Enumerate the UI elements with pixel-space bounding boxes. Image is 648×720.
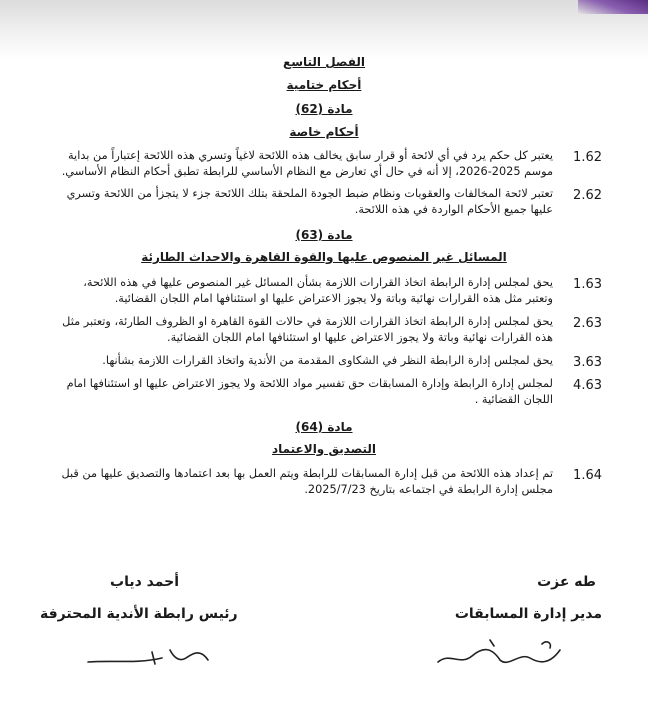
clause-text: يعتبر كل حكم يرد في أي لائحة أو قرار سابق يخالف هذه اللائحة لاغياً وتسري هذه اللائحة إعتباراً من بداية موسم 2025-2026، إلا أنه في حال أي تعارض مع النظام الأساسي للرابطة تطبق أحكام النظام الأساسي. xyxy=(61,149,553,178)
clause-number: 2.62 xyxy=(573,188,602,203)
article-62-label: مادة (62) xyxy=(295,102,353,116)
clause-text: يحق لمجلس إدارة الرابطة النظر في الشكاوى المقدمة من الأندية واتخاذ القرارات اللازمة بشأنها. xyxy=(102,354,553,367)
clause-text: تم إعداد هذه اللائحة من قبل إدارة المسابقات للرابطة ويتم العمل بها بعد اعتمادها والتصديق عليها من قبل مجلس إدارة الرابطة في اجتماعه بتاريخ 2025/7/23. xyxy=(61,467,553,496)
clause-number: 1.63 xyxy=(573,277,602,292)
article-63-label: مادة (63) xyxy=(295,228,353,242)
clause-text: تعتبر لائحة المخالفات والعقوبات ونظام ضبط الجودة الملحقة بتلك اللائحة جزء لا يتجزأ من اللائحة وتسري عليها جميع الأحكام الواردة في هذه اللائحة. xyxy=(66,187,553,216)
signatory-right-title: مدير إدارة المسابقات xyxy=(454,606,602,622)
article-64-label: مادة (64) xyxy=(295,420,353,434)
signatory-left-name: أحمد دياب xyxy=(110,574,180,590)
article-63-heading: المسائل غير المنصوص عليها والقوة القاهرة والاحداث الطارئة xyxy=(141,250,507,264)
signature-right xyxy=(430,630,580,675)
clause-text: يحق لمجلس إدارة الرابطة اتخاذ القرارات اللازمة بشأن المسائل غير المنصوص عليها في هذه اللائحة، وتعتبر مثل هذه القرارات نهائية وباتة ولا يجوز الاعتراض عليها او استئنافها امام اللجان القضائية. xyxy=(83,276,553,305)
clause-number: 3.63 xyxy=(573,355,602,370)
signatory-right-name: طه عزت xyxy=(537,574,596,590)
signature-left xyxy=(82,640,222,675)
clause-number: 1.64 xyxy=(573,468,602,483)
article-62-heading: أحكام خاصة xyxy=(289,125,359,139)
clause-text: لمجلس إدارة الرابطة وإدارة المسابقات حق تفسير مواد اللائحة ولا يجوز الاعتراض عليها او استئنافها امام اللجان القضائية . xyxy=(66,377,553,406)
clause-number: 2.63 xyxy=(573,316,602,331)
clause-number: 1.62 xyxy=(573,150,602,165)
clause-text: يحق لمجلس إدارة الرابطة اتخاذ القرارات اللازمة في حالات القوة القاهرة او الظروف الطارئة، وتعتبر مثل هذه القرارات نهائية وباتة ولا يجوز الاعتراض عليها او استئنافها امام اللجان القضائية. xyxy=(62,315,553,344)
chapter-subtitle: أحكام ختامية xyxy=(286,78,362,92)
chapter-title: الفصل التاسع xyxy=(283,55,365,69)
article-64-heading: التصديق والاعتماد xyxy=(271,442,377,456)
clause-number: 4.63 xyxy=(573,378,602,393)
signatory-left-title: رئيس رابطة الأندية المحترفة xyxy=(40,606,238,622)
